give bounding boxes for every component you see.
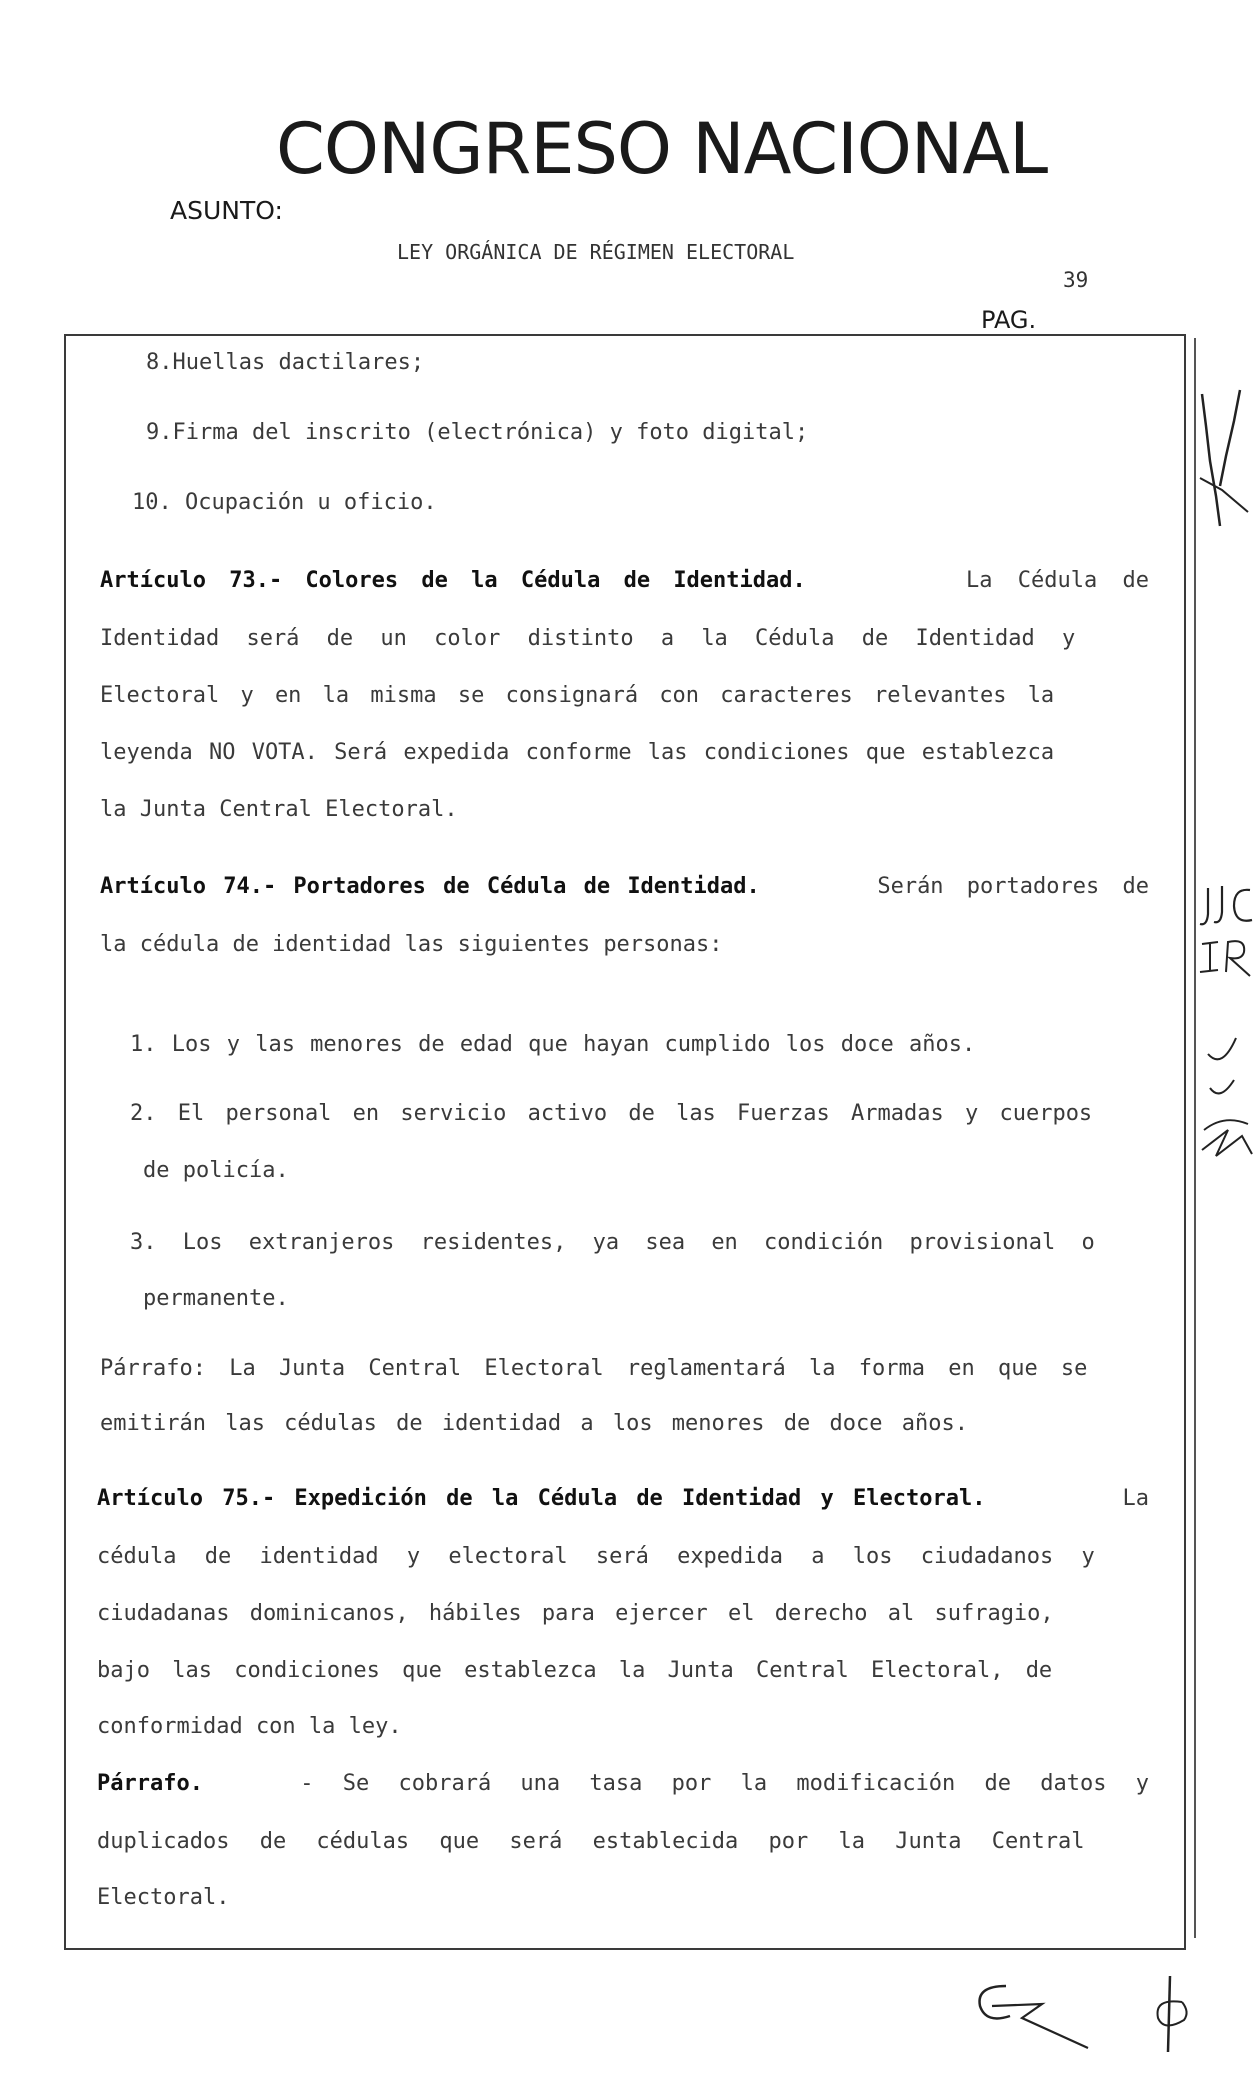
page-number: 39 (1063, 268, 1089, 292)
article-75-line-5: conformidad con la ley. (97, 1714, 402, 1739)
article-74-item-2-line-1: 2. El personal en servicio activo de las Fuerzas Armadas y cuerpos (130, 1101, 1093, 1126)
handwritten-signature-check (1200, 1030, 1254, 1120)
article-74-line-2: la cédula de identidad las siguientes personas: (100, 932, 723, 957)
article-75-line-2: cédula de identidad y electoral será expedida a los ciudadanos y (97, 1544, 1095, 1569)
list-item-10: 10. Ocupación u oficio. (132, 490, 437, 515)
article-75-paragraph-line-2: duplicados de cédulas que será establecida por la Junta Central (97, 1829, 1085, 1854)
article-75-paragraph-line-3: Electoral. (97, 1885, 230, 1910)
pag-label: PAG. (981, 306, 1037, 334)
handwritten-x-mark (1196, 386, 1254, 536)
article-74-item-3-line-2: permanente. (143, 1286, 289, 1311)
institution-title: CONGRESO NACIONAL (276, 108, 1048, 190)
article-73-line-4: leyenda NO VOTA. Será expedida conforme las condiciones que establezca (100, 740, 1055, 765)
article-75-paragraph-label: Párrafo. (97, 1771, 203, 1796)
article-75-title: Artículo 75.- Expedición de la Cédula de Identidad y Electoral. (97, 1486, 986, 1511)
article-73-line-3: Electoral y en la misma se consignará con caracteres relevantes la (100, 683, 1055, 708)
handwritten-initials-jjc (1198, 880, 1254, 932)
article-75-line-1: La (1122, 1486, 1149, 1511)
frame-right-edge (1194, 338, 1196, 1938)
handwritten-signature-scribble (1198, 1110, 1254, 1170)
article-74-title: Artículo 74.- Portadores de Cédula de Identidad. (100, 874, 760, 899)
article-73-title: Artículo 73.- Colores de la Cédula de Identidad. (100, 568, 806, 593)
article-73-line-2: Identidad será de un color distinto a la Cédula de Identidad y (100, 626, 1076, 651)
list-item-8: 8.Huellas dactilares; (146, 350, 425, 375)
article-74-item-3-line-1: 3. Los extranjeros residentes, ya sea en condición provisional o (130, 1230, 1095, 1255)
article-75-paragraph-line-1: - Se cobrará una tasa por la modificación de datos y (300, 1771, 1149, 1796)
asunto-label: ASUNTO: (170, 196, 283, 225)
article-74-item-2-line-2: de policía. (143, 1158, 289, 1183)
handwritten-signature-bottom-right (1140, 1972, 1200, 2062)
list-item-9: 9.Firma del inscrito (electrónica) y foto digital; (146, 420, 809, 445)
document-subject: LEY ORGÁNICA DE RÉGIMEN ELECTORAL (397, 240, 795, 264)
article-75-line-4: bajo las condiciones que establezca la Junta Central Electoral, de (97, 1658, 1053, 1683)
article-74-item-1: 1. Los y las menores de edad que hayan cumplido los doce años. (130, 1032, 976, 1057)
article-75-line-3: ciudadanas dominicanos, hábiles para ejercer el derecho al sufragio, (97, 1601, 1054, 1626)
handwritten-signature-bottom-left (970, 1972, 1120, 2052)
article-73-line-5: la Junta Central Electoral. (100, 797, 458, 822)
article-73-line-1: La Cédula de (966, 568, 1149, 593)
handwritten-initials-ir (1198, 936, 1254, 980)
article-74-paragraph-line-1: Párrafo: La Junta Central Electoral reglamentará la forma en que se (100, 1356, 1088, 1381)
article-74-paragraph-line-2: emitirán las cédulas de identidad a los menores de doce años. (100, 1411, 968, 1436)
article-74-line-1: Serán portadores de (877, 874, 1149, 899)
